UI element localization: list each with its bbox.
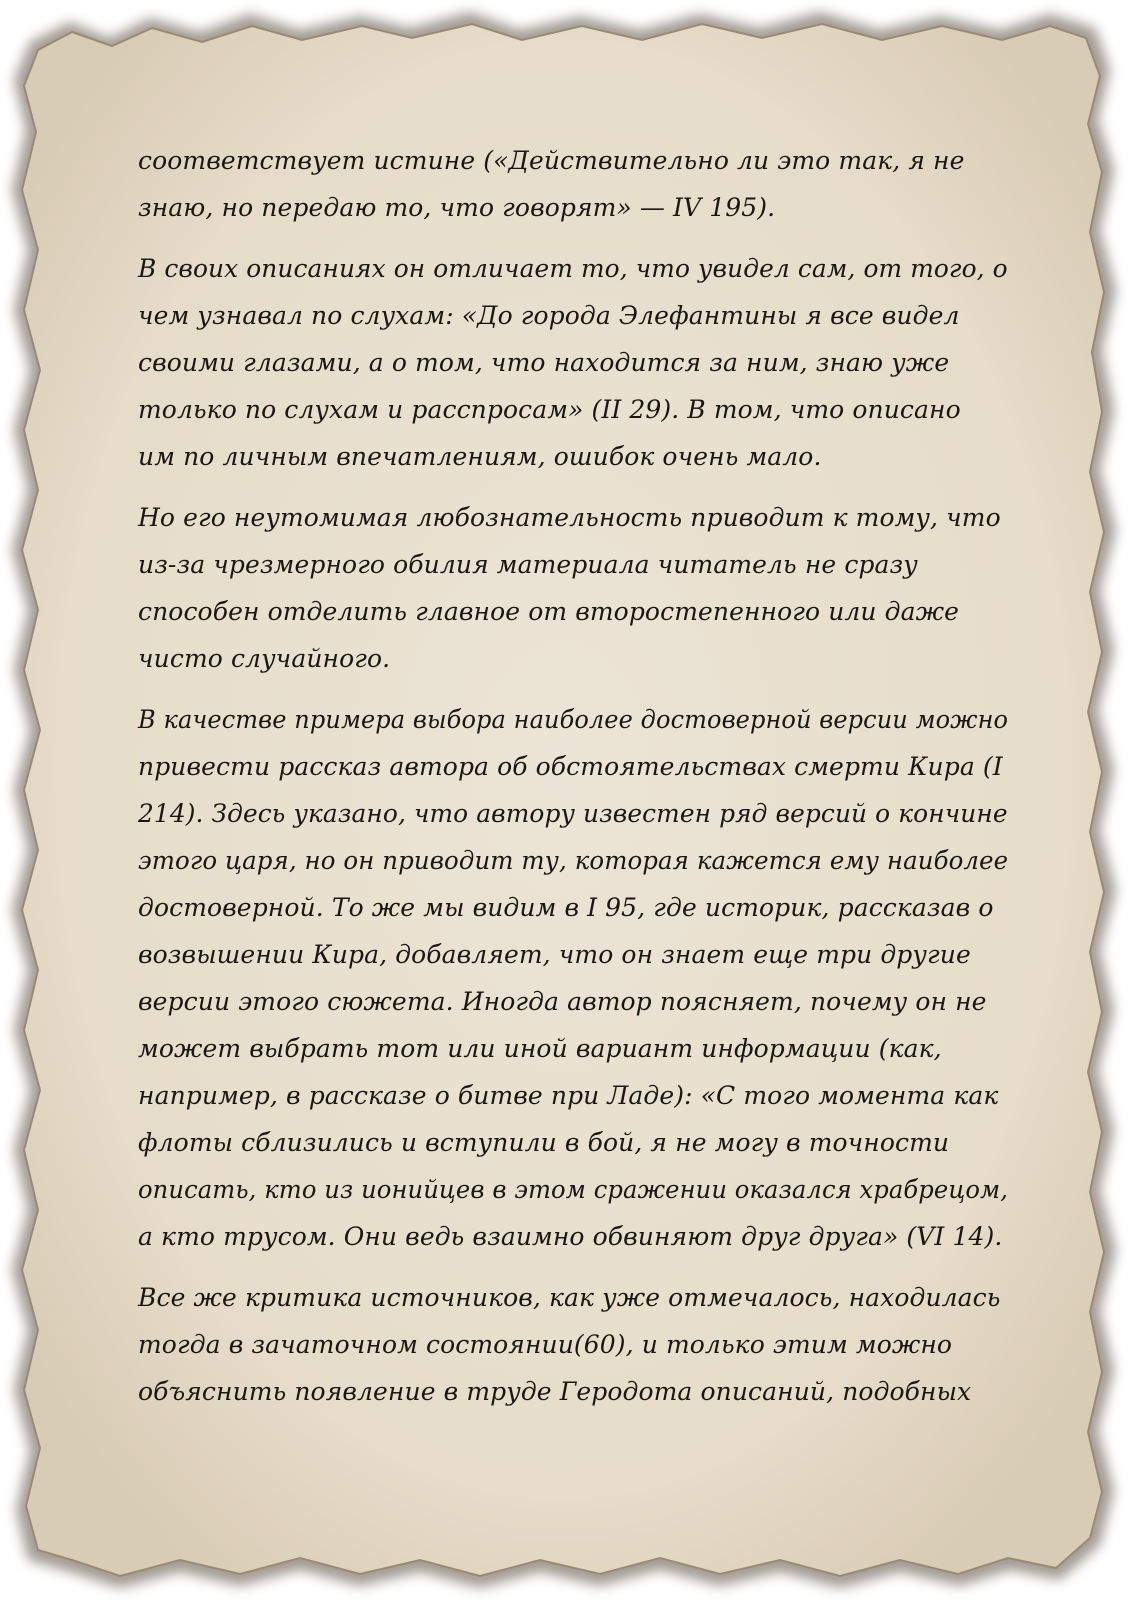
text-line: им по личным впечатлениям, ошибок очень мало.	[138, 442, 822, 471]
text-line: знаю, но передаю то, что говорят» — IV 195).	[138, 193, 776, 222]
text-line: В качестве примера выбора наиболее достоверной версии можно	[138, 705, 1009, 734]
text-line: 214). Здесь указано, что автору известен ряд версий о кончине	[138, 799, 1008, 828]
text-line: достоверной. То же мы видим в I 95, где историк, рассказав о	[138, 893, 994, 922]
text-line: тогда в зачаточном состоянии(60), и только этим можно	[138, 1330, 953, 1359]
text-line: чем узнавал по слухам: «До города Элефантины я все видел	[138, 301, 960, 330]
text-line: этого царя, но он приводит ту, которая кажется ему наиболее	[138, 846, 1009, 875]
text-line: Но его неутомимая любознательность приводит к тому, что	[138, 503, 1001, 532]
text-line: описать, кто из ионийцев в этом сражении оказался храбрецом,	[138, 1175, 1008, 1204]
text-line: соответствует истине («Действительно ли это так, я не	[138, 146, 965, 175]
paragraph	[138, 245, 1008, 480]
text-line: флоты сблизились и вступили в бой, я не могу в точности	[138, 1128, 950, 1157]
text-line: своими глазами, а о том, что находится за ним, знаю уже	[138, 348, 950, 377]
text-line: а кто трусом. Они ведь взаимно обвиняют друг друга» (VI 14).	[138, 1222, 1003, 1251]
text-line: может выбрать тот или иной вариант информации (как,	[138, 1034, 942, 1063]
text-line: Все же критика источников, как уже отмечалось, находилась	[138, 1283, 1001, 1312]
paragraph	[138, 696, 1008, 1260]
text-line: способен отделить главное от второстепенного или даже	[138, 597, 960, 626]
text-line: объяснить появление в труде Геродота описаний, подобных	[138, 1377, 972, 1406]
text-line: возвышении Кира, добавляет, что он знает еще три другие	[138, 940, 971, 969]
text-line: чисто случайного.	[138, 644, 391, 673]
paragraph	[138, 137, 1008, 231]
text-line: версии этого сюжета. Иногда автор поясняет, почему он не	[138, 987, 987, 1016]
text-line: В своих описаниях он отличает то, что увидел сам, от того, о	[138, 254, 1008, 283]
text-line: например, в рассказе о битве при Ладе): «С того момента как	[138, 1081, 999, 1110]
text-line: из-за чрезмерного обилия материала читатель не сразу	[138, 550, 918, 579]
text-line: только по слухам и расспросам» (II 29). В том, что описано	[138, 395, 961, 424]
text-line: привести рассказ автора об обстоятельствах смерти Кира (I	[138, 752, 1003, 781]
paragraph	[138, 1274, 1008, 1415]
paragraph	[138, 494, 1008, 682]
document-text	[138, 137, 1008, 1429]
